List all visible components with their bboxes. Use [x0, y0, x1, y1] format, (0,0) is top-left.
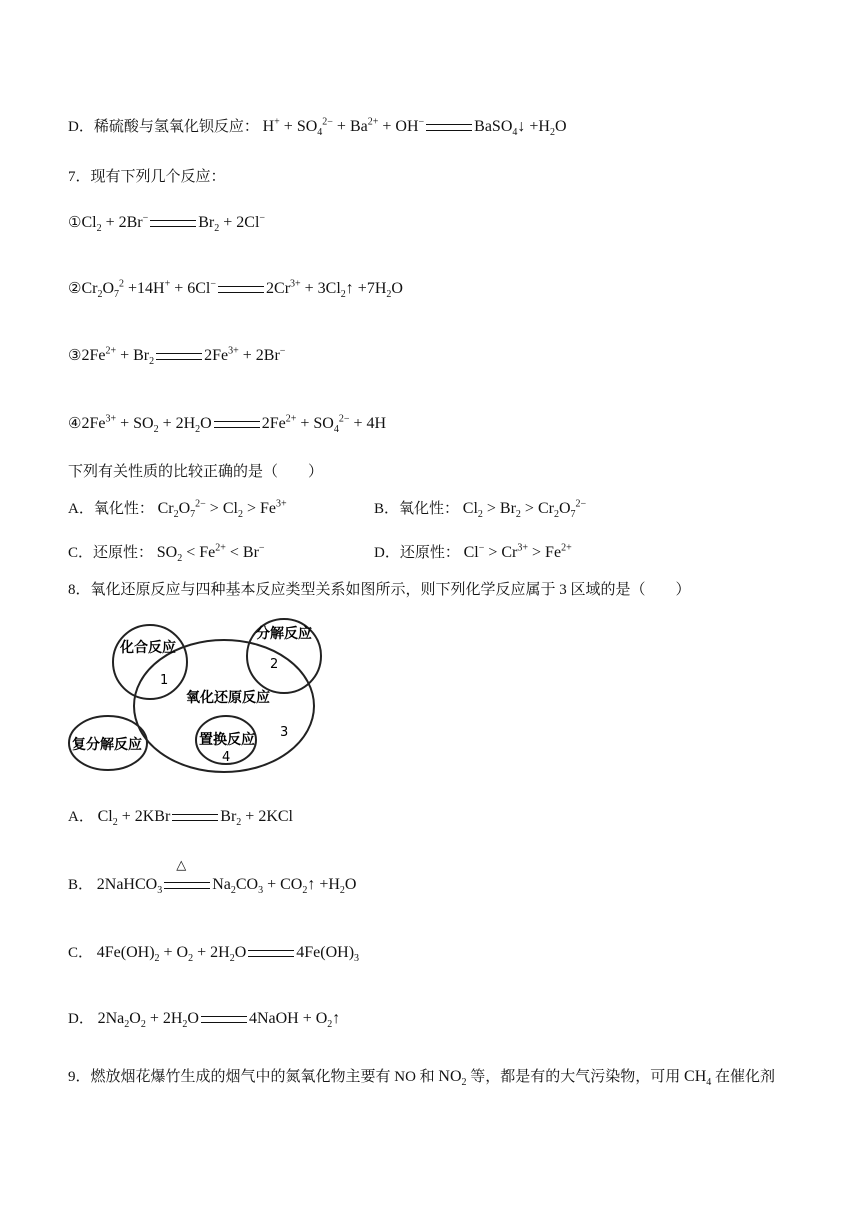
q7-option-a[interactable]: A．氧化性： $Cr_2O_7^{2-} > Cl_2 > Fe^{3+}$ [68, 498, 287, 521]
label-n4: 4 [222, 750, 231, 765]
q8-option-a[interactable]: A． $Cl_2 + 2KBr$ $Br_2 + 2KCl$ [68, 808, 293, 829]
q8-option-c[interactable]: C． $4Fe(OH)_2 + O_2 + 2H_2O$ $4Fe(OH)_3$ [68, 944, 360, 965]
q7-options-cd [68, 542, 788, 564]
q6-d-equation: $H^+ + SO_4^{2-} + Ba^{2+} + OH^-$ BaSO$_4$↓ $+H_2O$ [262, 116, 567, 139]
q7-question: 下列有关性质的比较正确的是（ ） [68, 464, 324, 480]
label-n2: 2 [270, 657, 279, 672]
q8-venn-diagram [68, 616, 338, 776]
q7-reaction-1: $①Cl_2 + 2Br^-$ $Br_2 + 2Cl^-$ [68, 212, 266, 235]
q7-option-d[interactable]: D．还原性： $Cl^- > Cr^{3+} > Fe^{2+}$ [374, 542, 572, 561]
label-redox: 氧化还原反应 [186, 690, 270, 706]
q7-options-ab [68, 498, 788, 520]
heat-condition: △ [176, 857, 187, 872]
q8-stem: 8．氧化还原反应与四种基本反应类型关系如图所示，则下列化学反应属于 3 区域的是（ ） [68, 582, 691, 598]
q7-reaction-3: $③2Fe^{2+} + Br_2$ $2Fe^{3+} + 2Br^-$ [68, 345, 286, 368]
q7-stem: 7．现有下列几个反应： [68, 169, 226, 185]
label-decomposition: 分解反应 [256, 626, 312, 642]
q7-reaction-4: $④2Fe^{3+} + SO_2 + 2H_2O$ $2Fe^{2+} + SO_4^{2-} + 4H$ [68, 413, 387, 436]
label-combination: 化合反应 [120, 640, 176, 656]
label-double-decomposition: 复分解反应 [72, 737, 142, 753]
q6-option-d [68, 116, 567, 138]
combination-circle [113, 625, 187, 699]
q7-option-b[interactable]: B．氧化性： $Cl_2 > Br_2 > Cr_2O_7^{2-}$ [374, 498, 587, 521]
label-n3: 3 [280, 725, 289, 740]
q6-d-label: D．稀硫酸与氢氧化钡反应： [68, 119, 259, 135]
label-n1: 1 [160, 673, 169, 688]
q8-option-d[interactable]: D． $2Na_2O_2 + 2H_2O$ 4NaOH + $O_2↑$ [68, 1010, 341, 1031]
q7-option-c[interactable]: C．还原性： $SO_2 < Fe^{2+} < Br^-$ [68, 542, 265, 565]
q7-reaction-2: $②Cr_2O_7^2 +14H^+ + 6Cl^-$ $2Cr^{3+}$ + $3Cl_2↑ +7H_2O$ [68, 278, 403, 301]
label-displacement: 置换反应 [199, 732, 255, 748]
q9-stem: 9．燃放烟花爆竹生成的烟气中的氮氧化物主要有 NO 和 $NO_2$ 等，都是有的大气污染物，可用 $CH_4$ 在催化剂 [68, 1068, 776, 1089]
q8-option-b[interactable]: B． 2NaHCO$_3$ △ $Na_2CO_3$ + $CO_2↑ +H_2O$ [68, 874, 356, 896]
